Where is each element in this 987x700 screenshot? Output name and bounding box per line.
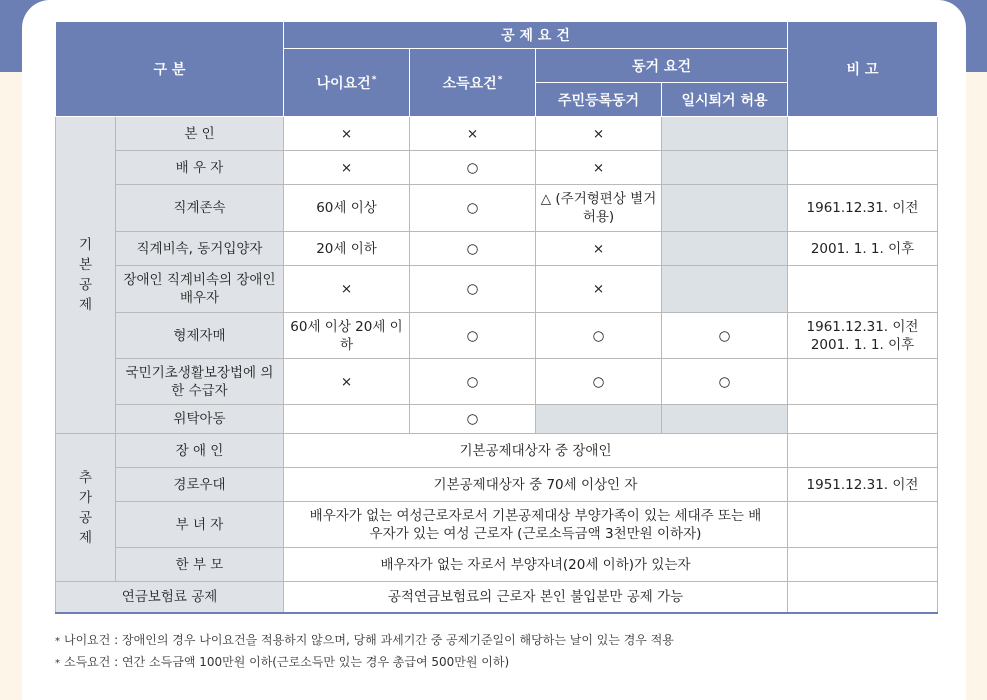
header-requirements: 공 제 요 건 <box>284 22 788 49</box>
cell-age: × <box>284 151 410 185</box>
cell-desc: 기본공제대상자 중 70세 이상인 자 <box>284 468 788 502</box>
group-basic: 기본공제 <box>56 117 116 434</box>
cell-note <box>788 405 938 434</box>
header-cohabit: 동거 요건 <box>536 49 788 83</box>
cell-age: 20세 이하 <box>284 232 410 266</box>
footnote-income: * 소득요건 : 연간 소득금액 100만원 이하(근로소득만 있는 경우 총급여 500만원 이하) <box>55 655 510 669</box>
cell-age: 60세 이상 20세 이하 <box>284 313 410 359</box>
header-age: 나이요건* <box>284 49 410 117</box>
cell-resident: ○ <box>536 313 662 359</box>
footnote-age: * 나이요건 : 장애인의 경우 나이요건을 적용하지 않으며, 당해 과세기간 중 공제기준일이 해당하는 날이 있는 경우 적용 <box>55 633 674 647</box>
cell-note: 1961.12.31. 이전 <box>788 185 938 232</box>
cell-note: 1951.12.31. 이전 <box>788 468 938 502</box>
cell-resident: × <box>536 266 662 313</box>
row-label: 한 부 모 <box>116 548 284 582</box>
cell-income: ○ <box>410 359 536 405</box>
cell-note <box>788 582 938 613</box>
cell-temp <box>662 151 788 185</box>
cell-income: ○ <box>410 232 536 266</box>
cell-temp <box>662 266 788 313</box>
cell-note <box>788 502 938 548</box>
row-label: 배 우 자 <box>116 151 284 185</box>
cell-age: × <box>284 266 410 313</box>
cell-resident <box>536 405 662 434</box>
cell-resident: ○ <box>536 359 662 405</box>
cell-resident: × <box>536 151 662 185</box>
cell-income: ○ <box>410 151 536 185</box>
cell-desc: 배우자가 없는 여성근로자로서 기본공제대상 부양가족이 있는 세대주 또는 배우자가 있는 여성 근로자 (근로소득금액 3천만원 이하자) <box>284 502 788 548</box>
cell-temp <box>662 185 788 232</box>
header-note: 비 고 <box>788 22 938 117</box>
cell-temp <box>662 232 788 266</box>
header-temp: 일시퇴거 허용 <box>662 83 788 117</box>
row-label: 본 인 <box>116 117 284 151</box>
row-label: 국민기초생활보장법에 의한 수급자 <box>116 359 284 405</box>
cell-desc: 배우자가 없는 자로서 부양자녀(20세 이하)가 있는자 <box>284 548 788 582</box>
group-extra: 추가공제 <box>56 434 116 582</box>
cell-temp: ○ <box>662 359 788 405</box>
cell-age: 60세 이상 <box>284 185 410 232</box>
cell-note <box>788 359 938 405</box>
cell-resident: × <box>536 232 662 266</box>
cell-temp <box>662 117 788 151</box>
cell-income: ○ <box>410 313 536 359</box>
cell-desc: 기본공제대상자 중 장애인 <box>284 434 788 468</box>
row-label-pension: 연금보험료 공제 <box>56 582 284 613</box>
row-label: 위탁아동 <box>116 405 284 434</box>
row-label: 경로우대 <box>116 468 284 502</box>
deduction-table <box>55 21 938 614</box>
cell-age: × <box>284 359 410 405</box>
cell-age <box>284 405 410 434</box>
cell-note <box>788 266 938 313</box>
row-label: 장 애 인 <box>116 434 284 468</box>
header-income: 소득요건* <box>410 49 536 117</box>
cell-income: ○ <box>410 405 536 434</box>
cell-resident: △ (주거형편상 별거 허용) <box>536 185 662 232</box>
cell-note: 1961.12.31. 이전 2001. 1. 1. 이후 <box>788 313 938 359</box>
cell-note <box>788 151 938 185</box>
header-gubun: 구 분 <box>56 22 284 117</box>
cell-note: 2001. 1. 1. 이후 <box>788 232 938 266</box>
row-label: 직계존속 <box>116 185 284 232</box>
row-label: 형제자매 <box>116 313 284 359</box>
header-resident: 주민등록동거 <box>536 83 662 117</box>
cell-resident: × <box>536 117 662 151</box>
row-label: 장애인 직계비속의 장애인 배우자 <box>116 266 284 313</box>
cell-temp: ○ <box>662 313 788 359</box>
row-label: 직계비속, 동거입양자 <box>116 232 284 266</box>
cell-temp <box>662 405 788 434</box>
cell-age: × <box>284 117 410 151</box>
cell-note <box>788 117 938 151</box>
row-label: 부 녀 자 <box>116 502 284 548</box>
cell-income: ○ <box>410 185 536 232</box>
cell-note <box>788 548 938 582</box>
cell-note <box>788 434 938 468</box>
cell-income: × <box>410 117 536 151</box>
cell-income: ○ <box>410 266 536 313</box>
cell-desc: 공적연금보험료의 근로자 본인 불입분만 공제 가능 <box>284 582 788 613</box>
